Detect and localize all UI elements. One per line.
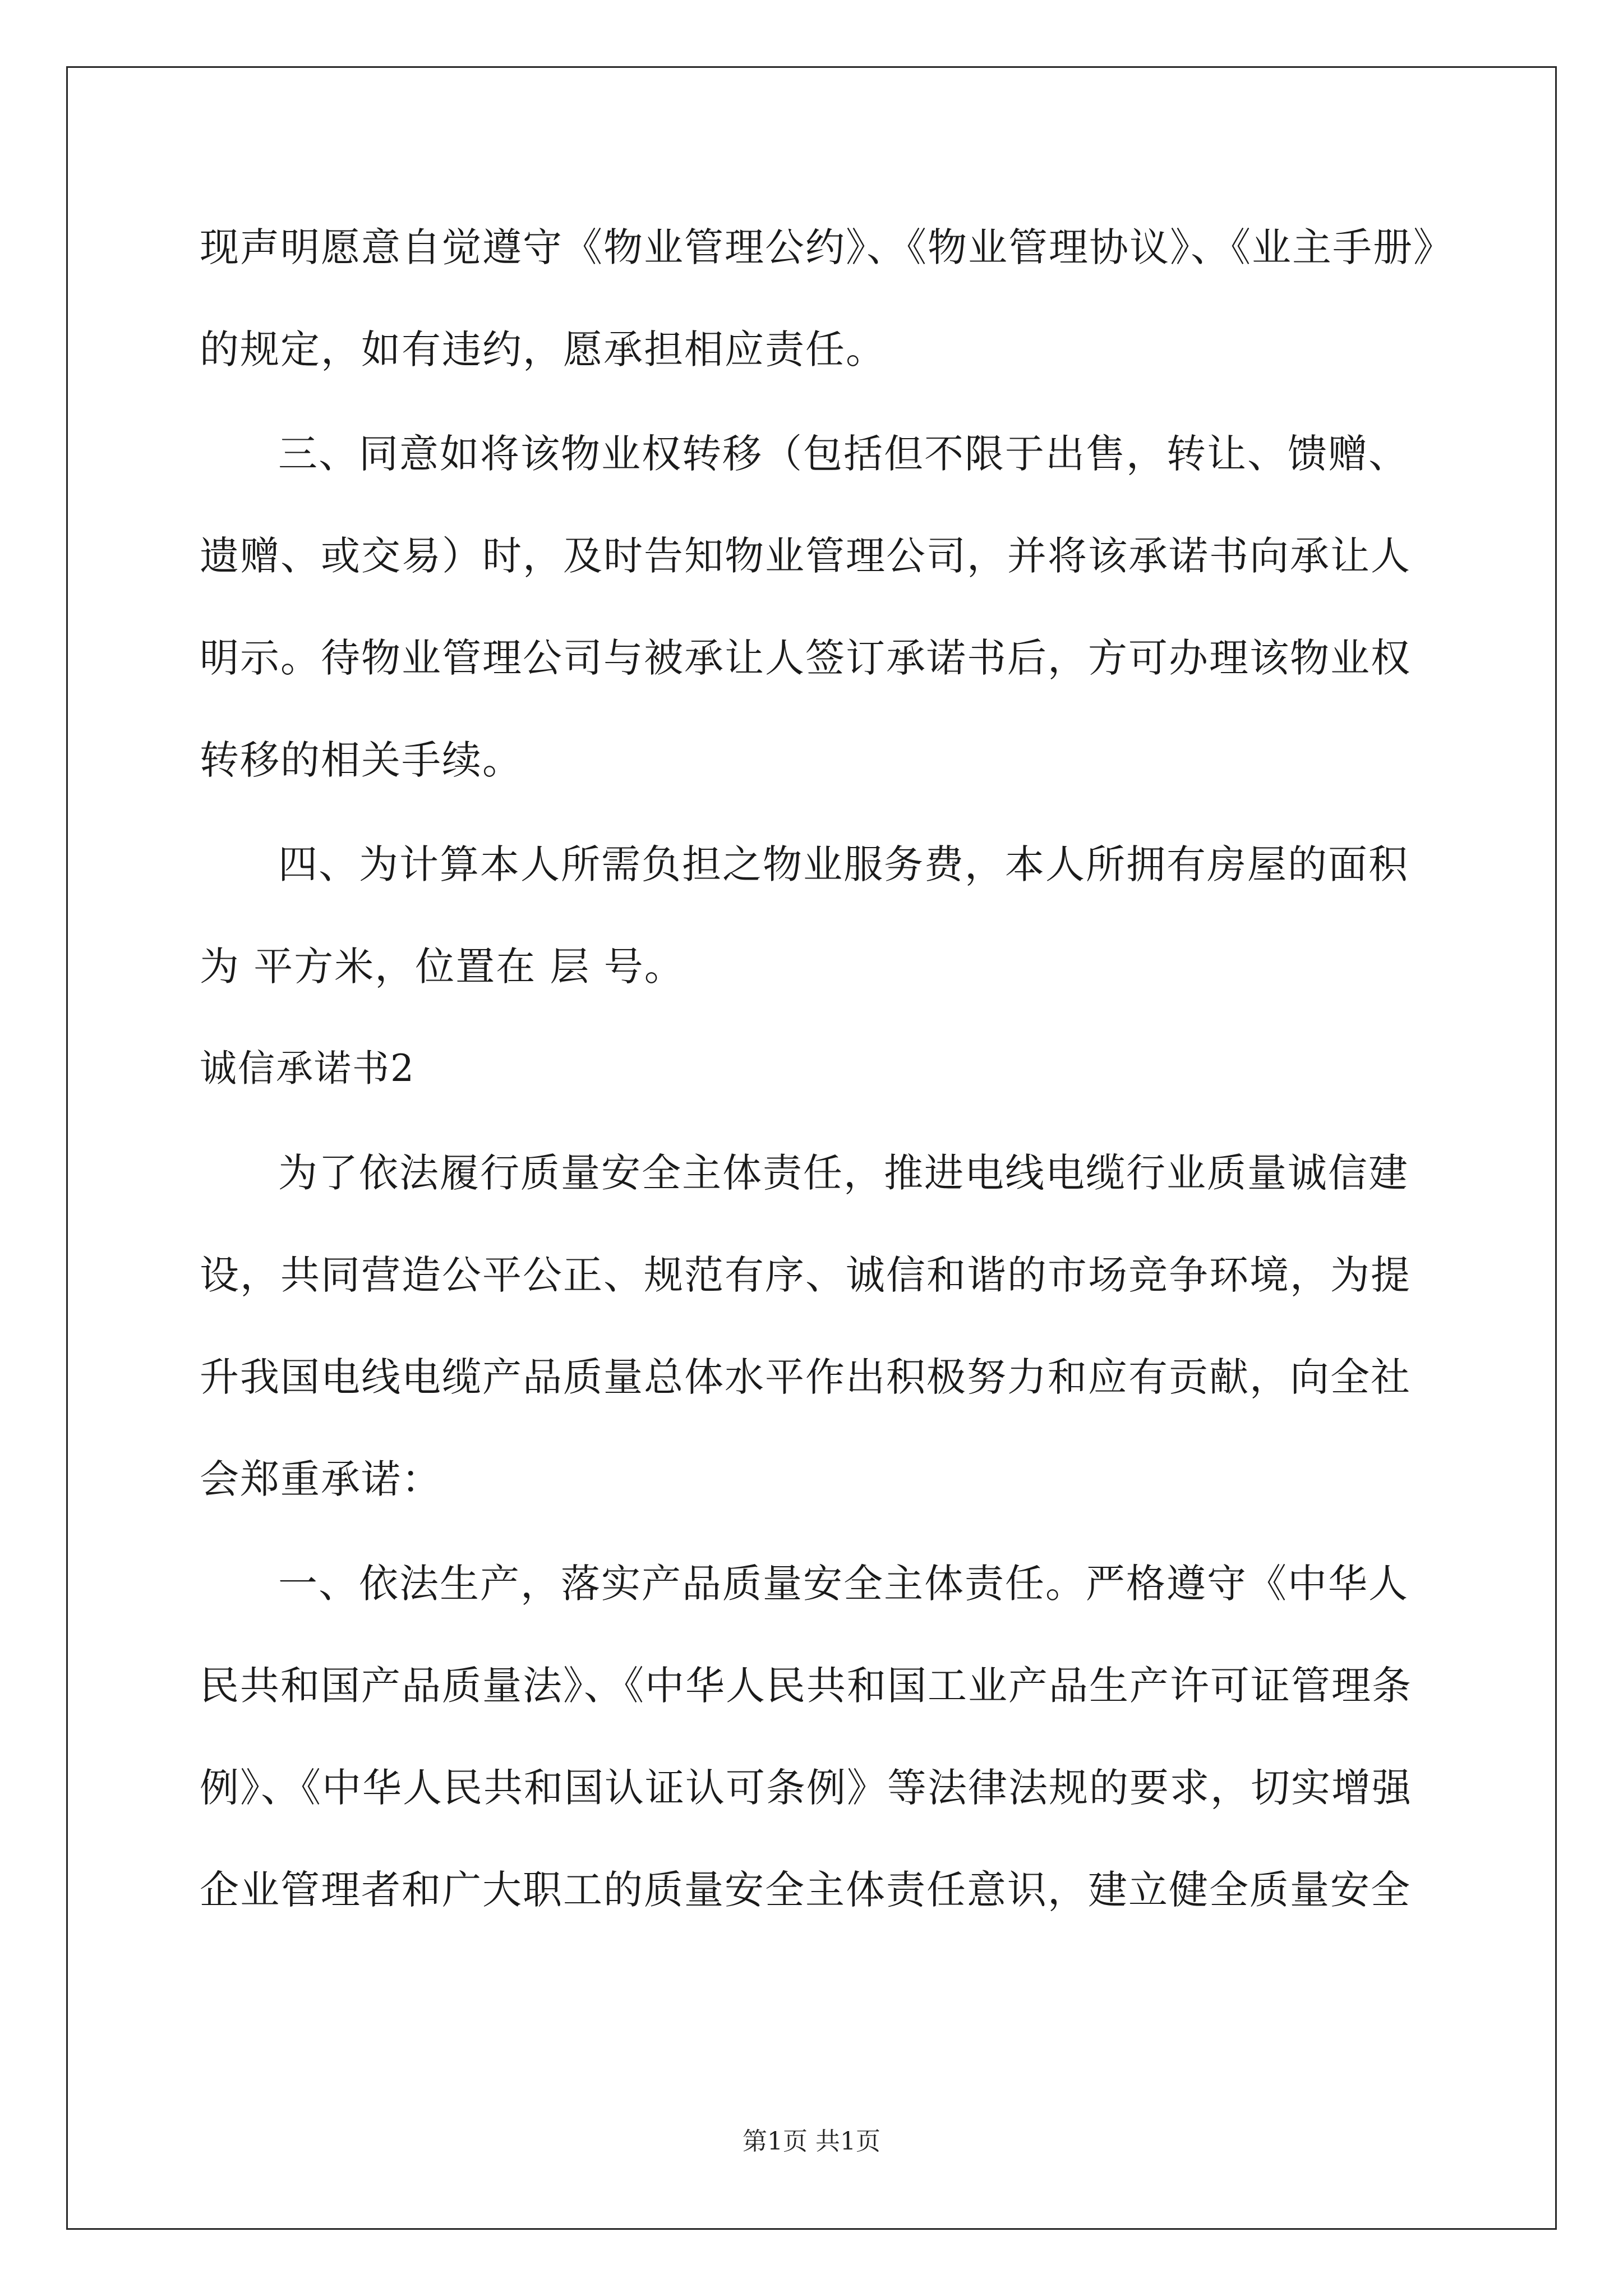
text-line: 会郑重承诺： [200, 1456, 442, 1502]
paragraph-start-line: 三、同意如将该物业权转移（包括但不限于出售，转让、馈赠、 [278, 431, 1409, 477]
text-line: 转移的相关手续。 [200, 737, 523, 783]
text-line: 明示。待物业管理公司与被承让人签订承诺书后，方可办理该物业权 [200, 635, 1411, 681]
text-line: 遗赠、或交易）时，及时告知物业管理公司，并将该承诺书向承让人 [200, 533, 1411, 579]
text-line: 设，共同营造公平公正、规范有序、诚信和谐的市场竞争环境，为提 [200, 1252, 1411, 1298]
text-line: 民共和国产品质量法》、《中华人民共和国工业产品生产许可证管理条 [200, 1663, 1412, 1709]
paragraph-start-line: 四、为计算本人所需负担之物业服务费，本人所拥有房屋的面积 [278, 841, 1409, 887]
text-line: 现声明愿意自觉遵守《物业管理公约》、《物业管理协议》、《业主手册》 [200, 224, 1454, 270]
text-line: 企业管理者和广大职工的质量安全主体责任意识，建立健全质量安全 [200, 1867, 1411, 1913]
text-line: 升我国电线电缆产品质量总体水平作出积极努力和应有贡献，向全社 [200, 1354, 1411, 1400]
page-footer: 第1页 共1页 [743, 2127, 880, 2156]
paragraph-start-line: 为了依法履行质量安全主体责任，推进电线电缆行业质量诚信建 [278, 1150, 1409, 1196]
text-line: 的规定，如有违约，愿承担相应责任。 [200, 326, 886, 372]
paragraph-start-line: 一、依法生产，落实产品质量安全主体责任。严格遵守《中华人 [278, 1561, 1409, 1607]
text-line: 例》、《中华人民共和国认证认可条例》等法律法规的要求，切实增强 [200, 1765, 1412, 1811]
text-line: 为 平方米，位置在 层 号。 [200, 944, 685, 990]
section-heading: 诚信承诺书2 [200, 1047, 415, 1090]
